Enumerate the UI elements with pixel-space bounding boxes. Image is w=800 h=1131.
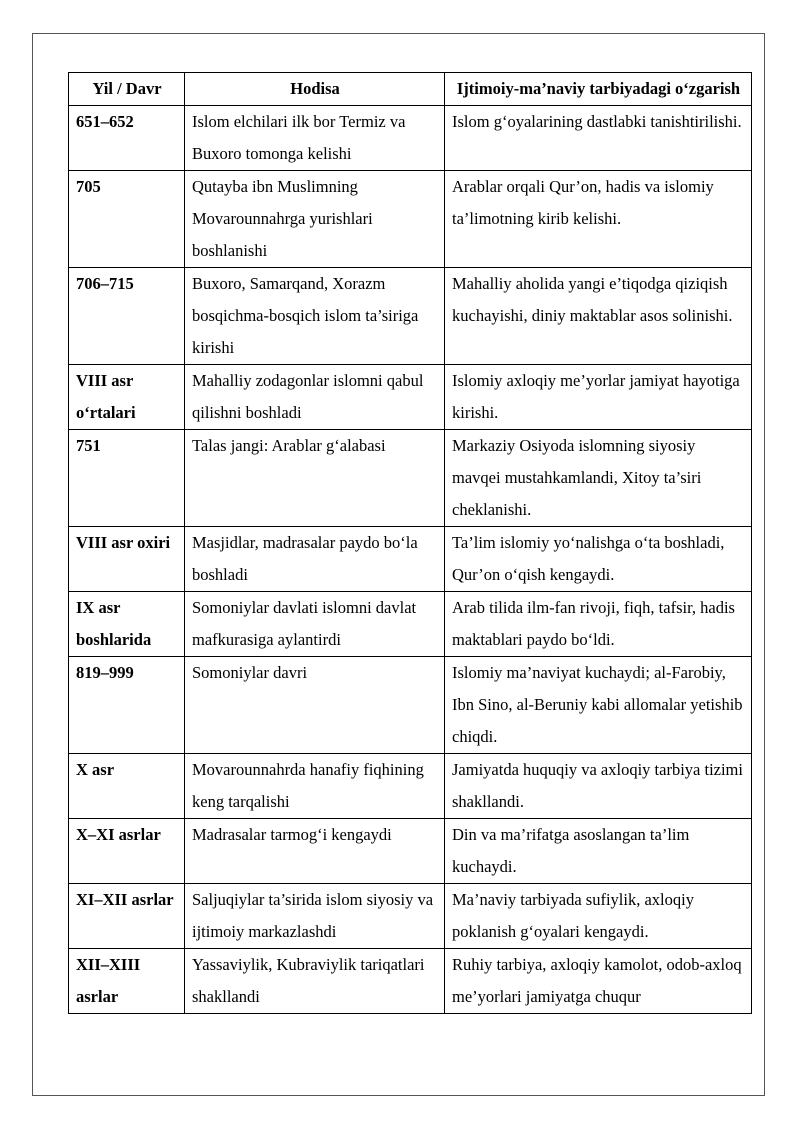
change-cell: Mahalliy aholida yangi e’tiqodga qiziqish kuchayishi, diniy maktablar asos solinishi.: [445, 268, 752, 365]
table-header-row: [69, 73, 752, 106]
table-row: [69, 430, 752, 527]
year-cell: VIII asr o‘rtalari: [69, 365, 185, 430]
year-cell: X–XI asrlar: [69, 819, 185, 884]
change-cell: Ruhiy tarbiya, axloqiy kamolot, odob-axloq me’yorlari jamiyatga chuqur: [445, 949, 752, 1014]
table-row: [69, 949, 752, 1014]
table-row: [69, 592, 752, 657]
year-cell: 819–999: [69, 657, 185, 754]
table-row: [69, 754, 752, 819]
event-cell: Masjidlar, madrasalar paydo bo‘la boshladi: [185, 527, 445, 592]
table-row: [69, 106, 752, 171]
event-cell: Saljuqiylar ta’sirida islom siyosiy va ijtimoiy markazlashdi: [185, 884, 445, 949]
change-cell: Ta’lim islomiy yo‘nalishga o‘ta boshladi, Qur’on o‘qish kengaydi.: [445, 527, 752, 592]
year-cell: XII–XIII asrlar: [69, 949, 185, 1014]
change-cell: Arab tilida ilm-fan rivoji, fiqh, tafsir, hadis maktablari paydo bo‘ldi.: [445, 592, 752, 657]
event-cell: Somoniylar davri: [185, 657, 445, 754]
year-cell: 651–652: [69, 106, 185, 171]
change-cell: Islomiy axloqiy me’yorlar jamiyat hayotiga kirishi.: [445, 365, 752, 430]
table-row: [69, 268, 752, 365]
year-cell: VIII asr oxiri: [69, 527, 185, 592]
table-row: [69, 171, 752, 268]
event-cell: Talas jangi: Arablar g‘alabasi: [185, 430, 445, 527]
table-row: [69, 819, 752, 884]
year-cell: 706–715: [69, 268, 185, 365]
change-cell: Jamiyatda huquqiy va axloqiy tarbiya tizimi shakllandi.: [445, 754, 752, 819]
change-cell: Islomiy ma’naviyat kuchaydi; al-Farobiy, Ibn Sino, al-Beruniy kabi allomalar yetishib chiqdi.: [445, 657, 752, 754]
year-cell: 705: [69, 171, 185, 268]
change-cell: Ma’naviy tarbiyada sufiylik, axloqiy poklanish g‘oyalari kengaydi.: [445, 884, 752, 949]
table-row: [69, 527, 752, 592]
event-cell: Mahalliy zodagonlar islomni qabul qilishni boshladi: [185, 365, 445, 430]
history-table: [68, 72, 752, 1014]
table-row: [69, 884, 752, 949]
header-year: Yil / Davr: [69, 73, 185, 106]
event-cell: Buxoro, Samarqand, Xorazm bosqichma-bosqich islom ta’siriga kirishi: [185, 268, 445, 365]
change-cell: Arablar orqali Qur’on, hadis va islomiy ta’limotning kirib kelishi.: [445, 171, 752, 268]
change-cell: Din va ma’rifatga asoslangan ta’lim kuchaydi.: [445, 819, 752, 884]
year-cell: 751: [69, 430, 185, 527]
change-cell: Islom g‘oyalarining dastlabki tanishtirilishi.: [445, 106, 752, 171]
year-cell: IX asr boshlarida: [69, 592, 185, 657]
table-row: [69, 657, 752, 754]
event-cell: Somoniylar davlati islomni davlat mafkurasiga aylantirdi: [185, 592, 445, 657]
year-cell: X asr: [69, 754, 185, 819]
year-cell: XI–XII asrlar: [69, 884, 185, 949]
event-cell: Qutayba ibn Muslimning Movarounnahrga yurishlari boshlanishi: [185, 171, 445, 268]
header-change: Ijtimoiy-ma’naviy tarbiyadagi o‘zgarish: [445, 73, 752, 106]
table-row: [69, 365, 752, 430]
event-cell: Yassaviylik, Kubraviylik tariqatlari shakllandi: [185, 949, 445, 1014]
header-event: Hodisa: [185, 73, 445, 106]
event-cell: Madrasalar tarmog‘i kengaydi: [185, 819, 445, 884]
change-cell: Markaziy Osiyoda islomning siyosiy mavqei mustahkamlandi, Xitoy ta’siri cheklanishi.: [445, 430, 752, 527]
event-cell: Movarounnahrda hanafiy fiqhining keng tarqalishi: [185, 754, 445, 819]
event-cell: Islom elchilari ilk bor Termiz va Buxoro tomonga kelishi: [185, 106, 445, 171]
